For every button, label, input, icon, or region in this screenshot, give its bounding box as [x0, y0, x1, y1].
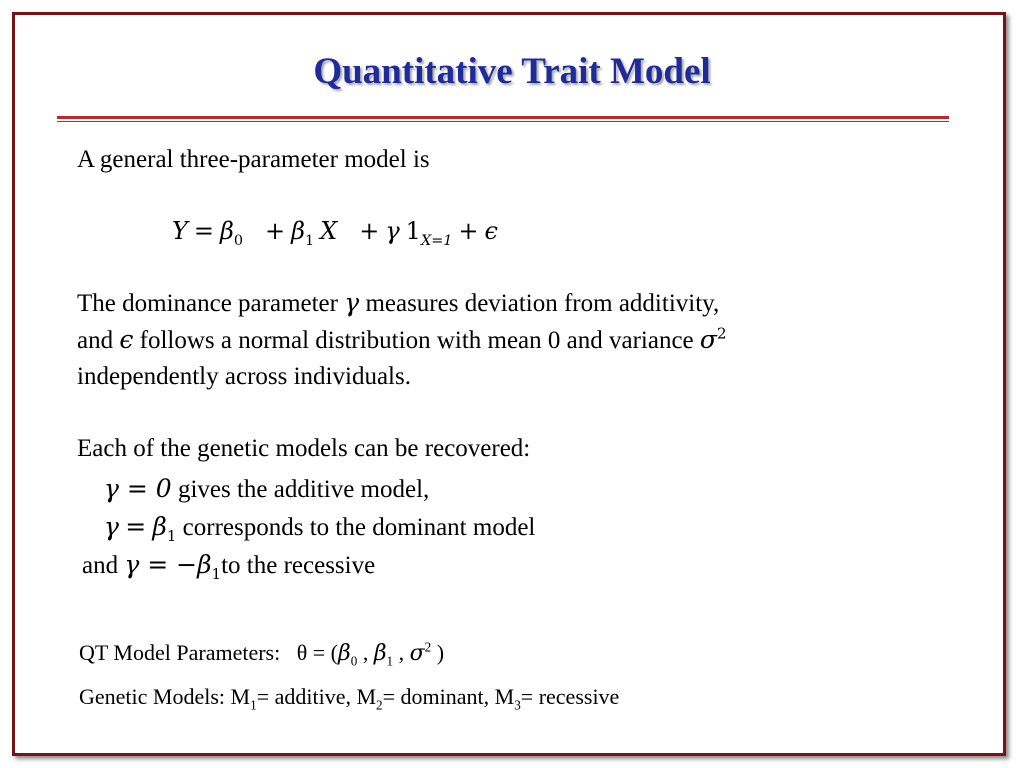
recessive-model-line: and $\gamma = -\beta_1to$ the recessive — [82, 550, 376, 583]
model-equation: $Y = \beta_0 + \beta_1$ X + γ $1_{X=1} + \epsilon$ — [172, 217, 498, 249]
dominant-model-line: $\gamma = \beta_1$ corresponds to the dominant model — [104, 512, 536, 545]
title-divider-thick — [57, 116, 949, 119]
title-divider-thin — [57, 121, 949, 122]
qt-model-parameters: QT Model Parameters: $\theta = (\beta_0$ , $\beta_1$ , $\sigma^2$ ) — [79, 639, 445, 669]
intro-text: A general three-parameter model is — [77, 146, 430, 173]
slide-title: Quantitative Trait Model — [313, 51, 711, 92]
dominance-line-1: The dominance parameter γ measures deviation from additivity, — [77, 288, 720, 317]
recover-heading: Each of the genetic models can be recovered: — [77, 435, 531, 462]
dominance-line-3: independently across individuals. — [77, 363, 411, 390]
genetic-models-line: Genetic Models: $M_1=$ additive, $M_2=$ dominant, $M_3=$ recessive — [79, 684, 620, 713]
dominance-line-2: and ϵ follows a normal distribution with mean 0 and variance $\sigma^2$ — [77, 324, 727, 354]
additive-model-line: γ = 0 gives the additive model, — [104, 474, 430, 503]
